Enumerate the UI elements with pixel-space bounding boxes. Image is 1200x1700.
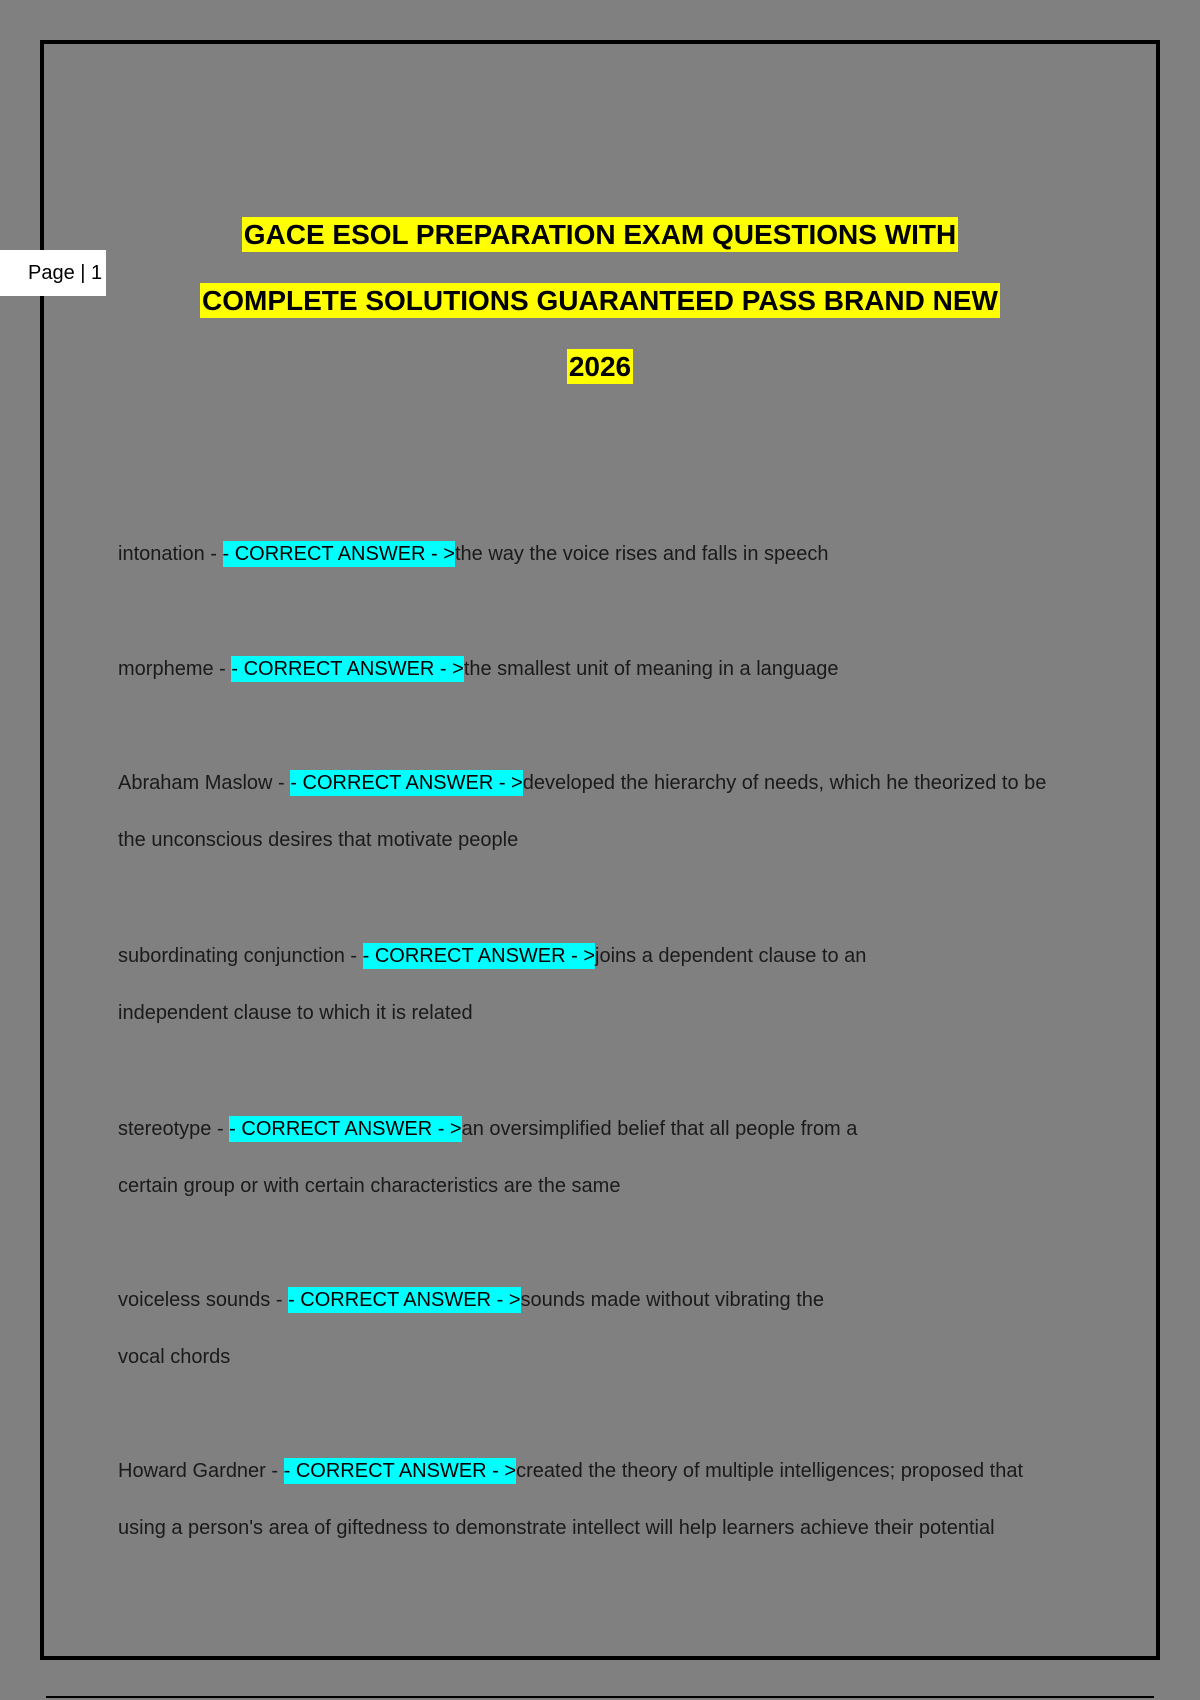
entry-term: Abraham Maslow - xyxy=(118,772,291,794)
page-number-label: Page | 1 xyxy=(0,250,106,296)
entry-term: Howard Gardner - xyxy=(118,1460,284,1482)
entry-abraham-maslow xyxy=(118,769,1098,883)
correct-answer-marker: - CORRECT ANSWER - > xyxy=(362,945,596,967)
entry-definition: created the theory of multiple intelligences; proposed that xyxy=(516,1460,1024,1482)
entry-definition: sounds made without vibrating the xyxy=(520,1289,825,1311)
entry-voiceless-sounds xyxy=(118,1286,1098,1400)
entry-intonation xyxy=(118,540,1098,597)
entry-definition: the way the voice rises and falls in speech xyxy=(454,543,829,565)
entry-continuation: the unconscious desires that motivate people xyxy=(118,829,519,851)
correct-answer-marker: - CORRECT ANSWER - > xyxy=(229,1118,462,1140)
entry-continuation: using a person's area of giftedness to demonstrate intellect will help learners achieve their potential xyxy=(118,1517,995,1539)
entry-continuation: vocal chords xyxy=(118,1346,231,1368)
correct-answer-marker: - CORRECT ANSWER - > xyxy=(288,1289,521,1311)
entry-stereotype xyxy=(118,1115,1098,1229)
entry-subordinating-conjunction xyxy=(118,942,1098,1056)
title-line-2: COMPLETE SOLUTIONS GUARANTEED PASS BRAND NEW xyxy=(202,285,998,316)
entry-morpheme xyxy=(118,655,1098,712)
correct-answer-marker: - CORRECT ANSWER - > xyxy=(222,543,455,565)
document-title xyxy=(0,202,1200,400)
title-line-1: GACE ESOL PREPARATION EXAM QUESTIONS WITH xyxy=(243,219,957,250)
correct-answer-marker: - CORRECT ANSWER - > xyxy=(283,1460,517,1482)
correct-answer-marker: - CORRECT ANSWER - > xyxy=(290,772,523,794)
bottom-divider xyxy=(46,1696,1154,1698)
entry-definition: the smallest unit of meaning in a language xyxy=(463,658,839,680)
entry-definition: joins a dependent clause to an xyxy=(595,945,867,967)
entry-term: subordinating conjunction - xyxy=(118,945,363,967)
entry-definition: developed the hierarchy of needs, which he theorized to be xyxy=(522,772,1047,794)
entry-continuation: certain group or with certain characteristics are the same xyxy=(118,1175,621,1197)
entry-howard-gardner xyxy=(118,1457,1098,1571)
entry-definition: an oversimplified belief that all people from a xyxy=(461,1118,858,1140)
title-line-3: 2026 xyxy=(568,351,632,382)
entry-term: intonation - xyxy=(118,543,223,565)
entry-term: stereotype - xyxy=(118,1118,230,1140)
entry-term: voiceless sounds - xyxy=(118,1289,289,1311)
entry-term: morpheme - xyxy=(118,658,232,680)
correct-answer-marker: - CORRECT ANSWER - > xyxy=(231,658,464,680)
entry-continuation: independent clause to which it is related xyxy=(118,1002,473,1024)
